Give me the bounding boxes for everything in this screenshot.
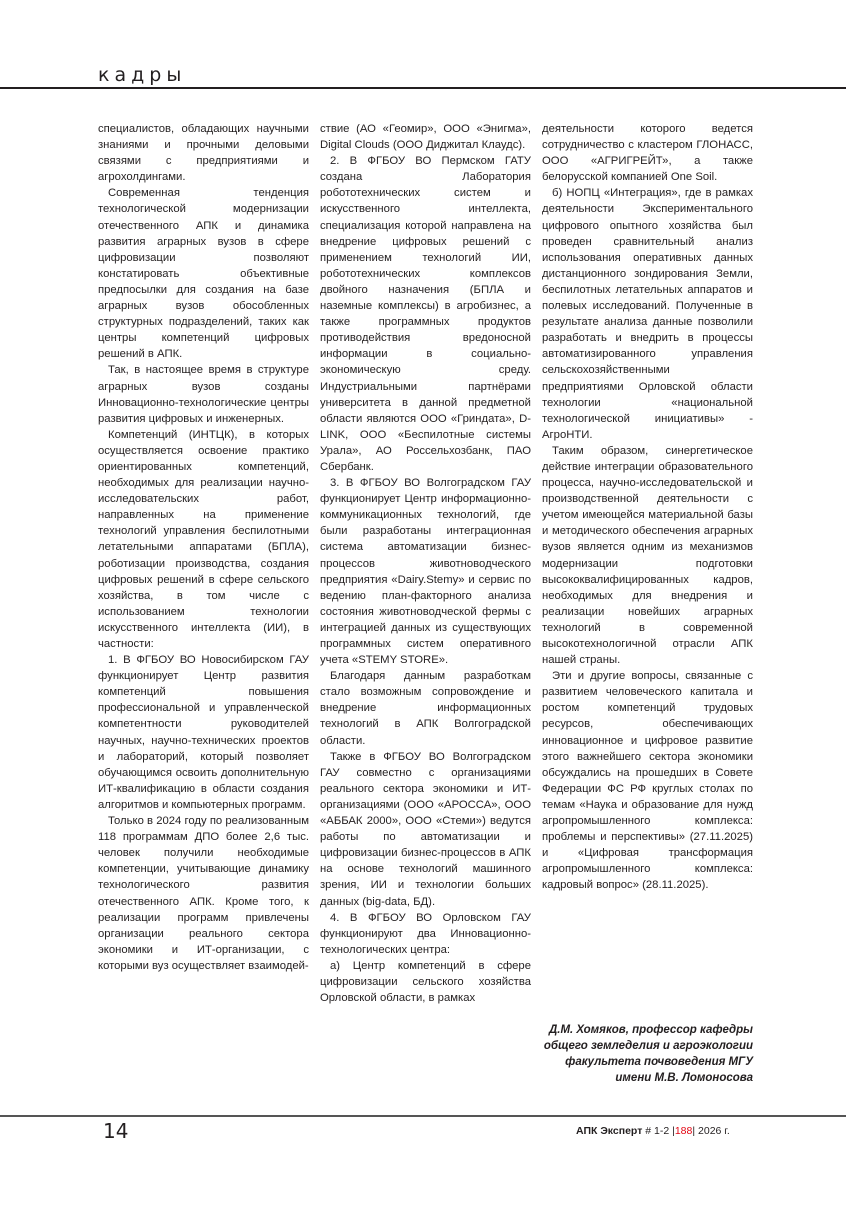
section-title: кадры bbox=[98, 64, 187, 86]
paragraph: Компетенций (ИНТЦК), в которых осуществляется освоение практико ориентированных компетенций, необходимых для реализации научно-исследовательских работ, направленных на применение технологий управления беспилотными летательными аппаратами (БПЛА), роботизации производства, создания цифровых решений в сфере сельского хозяйства, в том числе с использованием технологии искусственного интеллекта (ИИ), в частности: bbox=[98, 428, 309, 650]
issue-total-number: 188 bbox=[674, 1125, 693, 1137]
page-number: 14 bbox=[103, 1119, 129, 1143]
header-rule bbox=[0, 87, 846, 89]
paragraph: Таким образом, синергетическое действие интеграции образовательного процесса, научно-исследовательской и производственной деятельности с учетом имеющейся материальной базы и методического обеспечения аграрных вузов является одним из механизмов модернизации подготовки высококвалифицированных кадров, необходимых для внедрения и реализации новейших аграрных технологий в современной высокотехнологичной отрасли АПК нашей страны. bbox=[542, 444, 753, 667]
paragraph: специалистов, обладающих научными знаниями и прочными деловыми связями с предприятиями и агрохолдингами. bbox=[98, 123, 309, 184]
magazine-footer bbox=[576, 1125, 730, 1137]
issue-prefix: # 1-2 | bbox=[645, 1125, 675, 1137]
paragraph: Только в 2024 году по реализованным 118 программам ДПО более 2,6 тыс. человек получили необходимые компетенции, учитывающие динамику технологического развития отечественного АПК. Кроме того, к реализации программ привлечены организации реального сектора экономики и ИТ-организации, с которыми вуз осуществляет взаимодей- bbox=[98, 815, 309, 972]
article-column-2 bbox=[320, 121, 531, 1006]
paragraph: 4. В ФГБОУ ВО Орловском ГАУ функционируют два Инновационно-технологических центра: bbox=[320, 911, 531, 956]
paragraph: Также в ФГБОУ ВО Волгоградском ГАУ совместно с организациями реального сектора экономики и ИТ-организациями (ООО «АРОССА», ООО «АББАК 2000», ООО «Стеми») ведутся работы по автоматизации и цифровизации бизнес-процессов в АПК на основе технологий машинного зрения, ИИ и технологии больших данных (big-data, БД). bbox=[320, 750, 531, 908]
paragraph: а) Центр компетенций в сфере цифровизации сельского хозяйства Орловской области, в рамках bbox=[320, 959, 531, 1005]
paragraph: б) НОПЦ «Интеграция», где в рамках деятельности Экспериментального цифрового опытного хозяйства был проведен сравнительный анализ использования оперативных данных дистанционного зондирования Земли, беспилотных летательных аппаратов и полевых исследований. Полученные в результате анализа данные позволили разработать и внедрить в процессы автоматизированного управления сельскохозяйственными предприятиями Орловской области технологии «национальной технологической инициативы» - АгроНТИ. bbox=[542, 187, 753, 441]
paragraph: деятельности которого ведется сотрудничество с кластером ГЛОНАСС, ООО «АГРИГРЕЙТ», а также белорусской компанией One Soil. bbox=[542, 123, 753, 184]
paragraph: 1. В ФГБОУ ВО Новосибирском ГАУ функционирует Центр развития компетенций повышения профессиональной и управленческой компетентности руководителей научных, научно-технических проектов и лабораторий, который позволяет обучающимся освоить дополнительную ИТ-квалификацию в области создания алгоритмов и компьютерных программ. bbox=[98, 654, 309, 811]
paragraph: 2. В ФГБОУ ВО Пермском ГАТУ создана Лаборатория робототехнических систем и искусственного интеллекта, специализация которой направлена на внедрение цифровых решений с применением технологий ИИ, робототехнических комплексов двойного назначения (БПЛА и наземные комплексы) в агробизнес, а также программных продуктов противодействия вредоносной информации в социально-экономическую среду. Индустриальными партнёрами университета в данной предметной области являются ООО «Гриндата», D-LINK, ООО «Беспилотные системы Урала», АО Россельхозбанк, ПАО Сбербанк. bbox=[320, 155, 531, 473]
paragraph: Современная тенденция технологической модернизации отечественного АПК и динамика развития аграрных вузов в сфере цифровизации позволяют констатировать объективные предпосылки для создания на базе аграрных вузов обособленных структурных подразделений, таких как центры компетенций цифровых решений в АПК. bbox=[98, 187, 309, 361]
magazine-name: АПК Эксперт bbox=[576, 1125, 643, 1137]
paragraph: Благодаря данным разработкам стало возможным сопровождение и внедрение информационных технологий в АПК Волгоградской области. bbox=[320, 670, 531, 747]
paragraph: Эти и другие вопросы, связанные с развитием человеческого капитала и ростом компетенций трудовых ресурсов, обеспечивающих инновационное и цифровое развитие этого важнейшего сектора экономики обсуждались на прошедших в Совете Федерации ФС РФ круглых столах по темам «Наука и образование для нужд агропромышленного комплекса: проблемы и перспективы» (27.11.2025) и «Цифровая трансформация агропромышленного комплекса: кадровый вопрос» (28.11.2025). bbox=[542, 670, 753, 892]
paragraph: 3. В ФГБОУ ВО Волгоградском ГАУ функционирует Центр информационно-коммуникационных технологий, где были разработаны интеграционная система автоматизации бизнес-процессов животноводческого предприятия «Dairy.Stemy» и сервис по ведению план-факторного анализа состояния животноводческой фермы с интеграцией данных из существующих программных систем оперативного учета «STEMY STORE». bbox=[320, 477, 531, 667]
paragraph: Так, в настоящее время в структуре аграрных вузов созданы Инновационно-технологические центры развития цифровых и инженерных. bbox=[98, 364, 309, 425]
issue-year: | 2026 г. bbox=[692, 1125, 730, 1137]
article-column-3 bbox=[542, 121, 753, 894]
article-column-1 bbox=[98, 121, 309, 974]
author-signature: Д.М. Хомяков, профессор кафедры общего земледелия и агроэкологии факультета почвоведения МГУ имени М.В. Ломоносова bbox=[543, 1024, 753, 1084]
paragraph: ствие (АО «Геомир», ООО «Энигма», Digital Clouds (ООО Диджитал Клаудс). bbox=[320, 123, 531, 152]
footer-rule bbox=[0, 1115, 846, 1117]
